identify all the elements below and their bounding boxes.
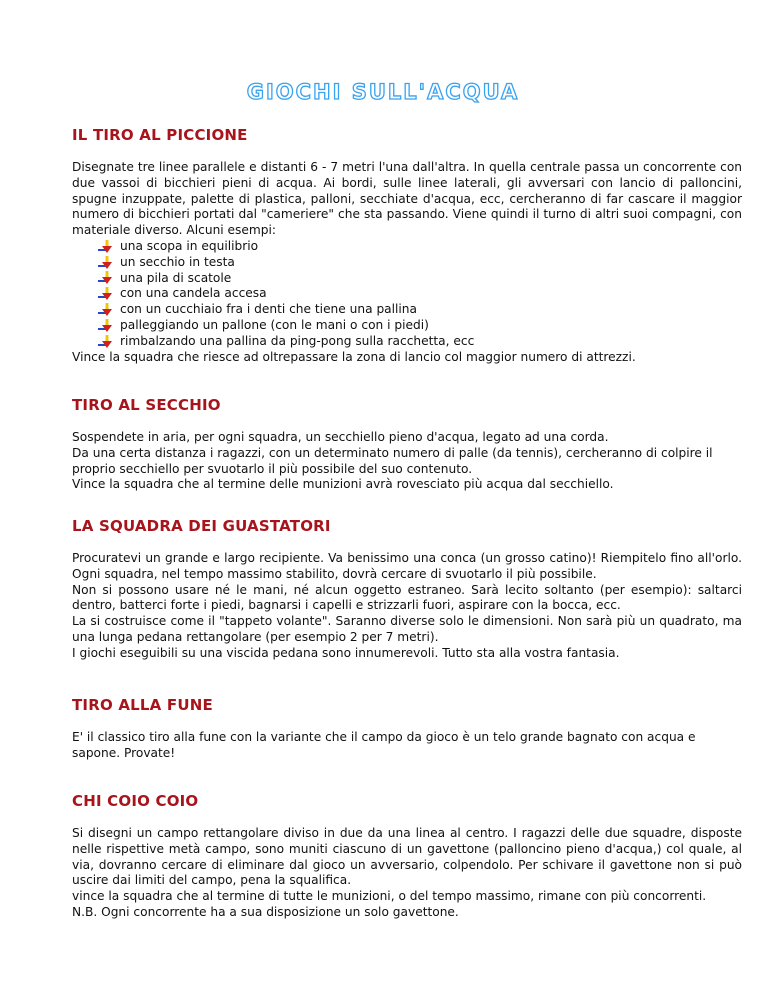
section-heading: LA SQUADRA DEI GUASTATORI (72, 517, 331, 535)
section-heading: TIRO ALLA FUNE (72, 696, 213, 714)
list-item (98, 334, 742, 350)
section-tiro-al-secchio (72, 396, 742, 493)
list-item (98, 302, 742, 318)
section-paragraph: Da una certa distanza i ragazzi, con un determinato numero di palle (da tennis), cercheranno di colpire il proprio secchiello per svuotarlo il più possibile del suo contenuto. (72, 445, 713, 476)
section-heading: CHI COIO COIO (72, 792, 199, 810)
section-paragraph: Non si possono usare né le mani, né alcun oggetto estraneo. Sarà lecito soltanto (per esempio): saltarci dentro, batterci forte i piedi, bagnarsi i capelli e strizzarli fuori, aspirare con la bocca, ecc. (72, 582, 742, 613)
list-item-text: una scopa in equilibrio (120, 238, 259, 253)
section-paragraph: Procuratevi un grande e largo recipiente. Va benissimo una conca (un grosso catino)! Riempitelo fino all'orlo. Ogni squadra, nel tempo massimo stabilito, dovrà cercare di svuotarlo il più possibile. (72, 551, 742, 581)
arrow-down-icon (98, 319, 116, 333)
section-squadra-dei-guastatori (72, 517, 742, 662)
list-item (98, 286, 742, 302)
document-title: GIOCHI SULL'ACQUA (246, 80, 520, 104)
arrow-down-icon (98, 256, 116, 270)
list-item-text: palleggiando un pallone (con le mani o con i piedi) (120, 317, 429, 332)
section-tiro-al-piccione (72, 126, 742, 365)
section-paragraph: Sospendete in aria, per ogni squadra, un secchiello pieno d'acqua, legato ad una corda. (72, 430, 609, 444)
list-item-text: una pila di scatole (120, 270, 232, 285)
section-paragraph: Si disegni un campo rettangolare diviso in due da una linea al centro. I ragazzi delle due squadre, disposte nelle rispettive metà campo, sono muniti ciascuno di un gavettone (palloncino pieno d'acqua,) col quale, al via, dovranno cercare di eliminare dal gioco un avversario, colpendolo. Per schivare il gavettone non si può uscire dai limiti del campo, pena la squalifica. (72, 826, 742, 888)
section-paragraph: N.B. Ogni concorrente ha a sua disposizione un solo gavettone. (72, 904, 459, 919)
list-item-text: con una candela accesa (120, 286, 267, 301)
section-heading: IL TIRO AL PICCIONE (72, 126, 248, 144)
arrow-down-icon (98, 335, 116, 349)
section-paragraph: I giochi eseguibili su una viscida pedana sono innumerevoli. Tutto sta alla vostra fantasia. (72, 645, 620, 660)
section-tiro-alla-fune (72, 696, 742, 762)
arrow-down-icon (98, 303, 116, 317)
list-item-text: rimbalzando una pallina da ping-pong sulla racchetta, ecc (120, 333, 475, 348)
section-paragraph: vince la squadra che al termine di tutte le munizioni, o del tempo massimo, rimane con più concorrenti. (72, 889, 707, 904)
arrow-down-icon (98, 287, 116, 301)
section-heading: TIRO AL SECCHIO (72, 396, 221, 414)
section-paragraph: Vince la squadra che al termine delle munizioni avrà rovesciato più acqua dal secchiello. (72, 477, 614, 492)
list-item (98, 271, 742, 287)
arrow-down-icon (98, 271, 116, 285)
bullet-list (72, 239, 742, 350)
list-item (98, 255, 742, 271)
section-paragraph: La si costruisce come il "tappeto volante". Saranno diverse solo le dimensioni. Non sarà più un quadrato, ma una lunga pedana rettangolare (per esempio 2 per 7 metri). (72, 614, 742, 644)
section-paragraph: Disegnate tre linee parallele e distanti 6 - 7 metri l'una dall'altra. In quella centrale passa un concorrente con due vassoi di bicchieri pieni di acqua. Ai bordi, sulle linee laterali, gli avversari con lancio di palloncini, spugne inzuppate, palette di plastica, palloni, secchiate d'acqua, ecc, cercheranno di far cascare il maggior numero di bicchieri portati dal "cameriere" che sta passando. Viene quindi il turno di altri suoi compagni, con materiale diverso. Alcuni esempi: (72, 160, 742, 238)
list-item-text: con un cucchiaio fra i denti che tiene una pallina (120, 302, 418, 317)
section-paragraph: E' il classico tiro alla fune con la variante che il campo da gioco è un telo grande bagnato con acqua e sapone. Provate! (72, 730, 696, 760)
list-item (98, 318, 742, 334)
section-chi-coio-coio (72, 792, 742, 921)
list-item (98, 239, 742, 255)
list-item-text: un secchio in testa (120, 254, 235, 269)
arrow-down-icon (98, 240, 116, 254)
section-paragraph: Vince la squadra che riesce ad oltrepassare la zona di lancio col maggior numero di attrezzi. (72, 349, 636, 364)
